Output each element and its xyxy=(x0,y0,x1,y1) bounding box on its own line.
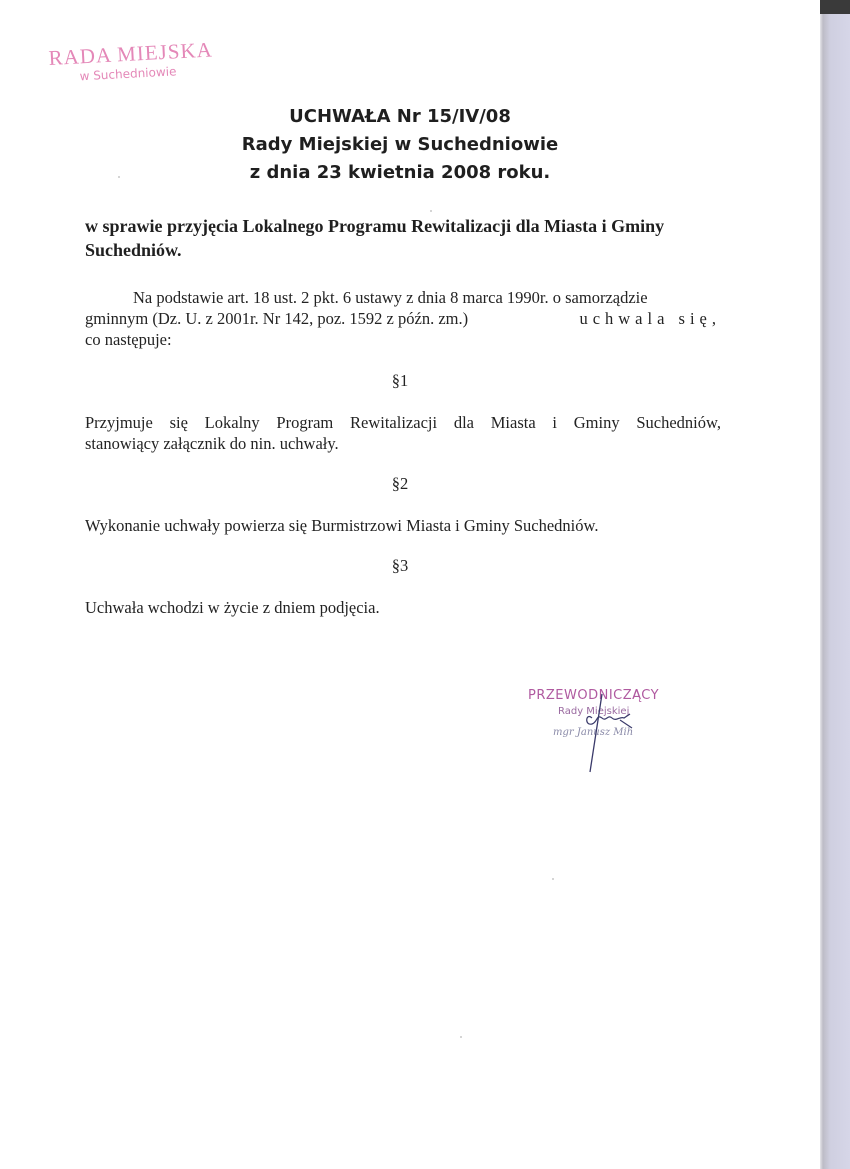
chairman-signature-block xyxy=(520,684,690,774)
council-name: Rady Miejskiej w Suchedniowie xyxy=(241,134,559,155)
scan-speck xyxy=(118,176,120,178)
section-1-text-line-2: stanowiący załącznik do nin. uchwały. xyxy=(85,434,339,453)
legal-basis-line-2 xyxy=(85,308,721,329)
section-2-text: Wykonanie uchwały powierza się Burmistrzowi Miasta i Gminy Suchedniów. xyxy=(85,516,599,535)
scan-speck xyxy=(430,210,432,212)
resolves-phrase: uchwala się, xyxy=(579,309,721,328)
section-1-heading: §1 xyxy=(391,371,409,390)
resolution-subject: w sprawie przyjęcia Lokalnego Programu Rewitalizacji dla Miasta i Gminy Suchedniów. xyxy=(85,216,665,260)
resolution-number: UCHWAŁA Nr 15/IV/08 xyxy=(289,106,511,127)
scan-edge xyxy=(820,0,850,1169)
council-stamp xyxy=(48,37,214,86)
signature-stamp-subtitle: Rady Miejskiej xyxy=(558,706,630,717)
section-2-heading: §2 xyxy=(391,474,409,493)
section-1-text-line-1: Przyjmuje się Lokalny Program Rewitalizacji dla Miasta i Gminy Suchedniów, xyxy=(85,413,721,432)
legal-basis-line-3: co następuje: xyxy=(85,330,172,349)
section-3-text: Uchwała wchodzi w życie z dniem podjęcia. xyxy=(85,598,380,617)
handwritten-signature xyxy=(520,684,690,774)
section-3-heading: §3 xyxy=(391,556,409,575)
legal-basis-line-1: Na podstawie art. 18 ust. 2 pkt. 6 ustawy z dnia 8 marca 1990r. o samorządzie xyxy=(133,288,648,307)
legal-basis-citation: gminnym (Dz. U. z 2001r. Nr 142, poz. 1592 z późn. zm.) xyxy=(85,309,469,328)
scan-speck xyxy=(460,1036,462,1038)
stamp-line-1: RADA MIEJSKA xyxy=(48,37,214,70)
resolution-date: z dnia 23 kwietnia 2008 roku. xyxy=(249,162,551,183)
signature-stamp-name: mgr Janusz Mih xyxy=(553,727,634,738)
stamp-line-2: w Suchedniowie xyxy=(79,64,177,84)
scan-speck xyxy=(552,878,554,880)
scan-edge-corner xyxy=(820,0,850,14)
signature-stamp-title: PRZEWODNICZĄCY xyxy=(528,688,660,703)
